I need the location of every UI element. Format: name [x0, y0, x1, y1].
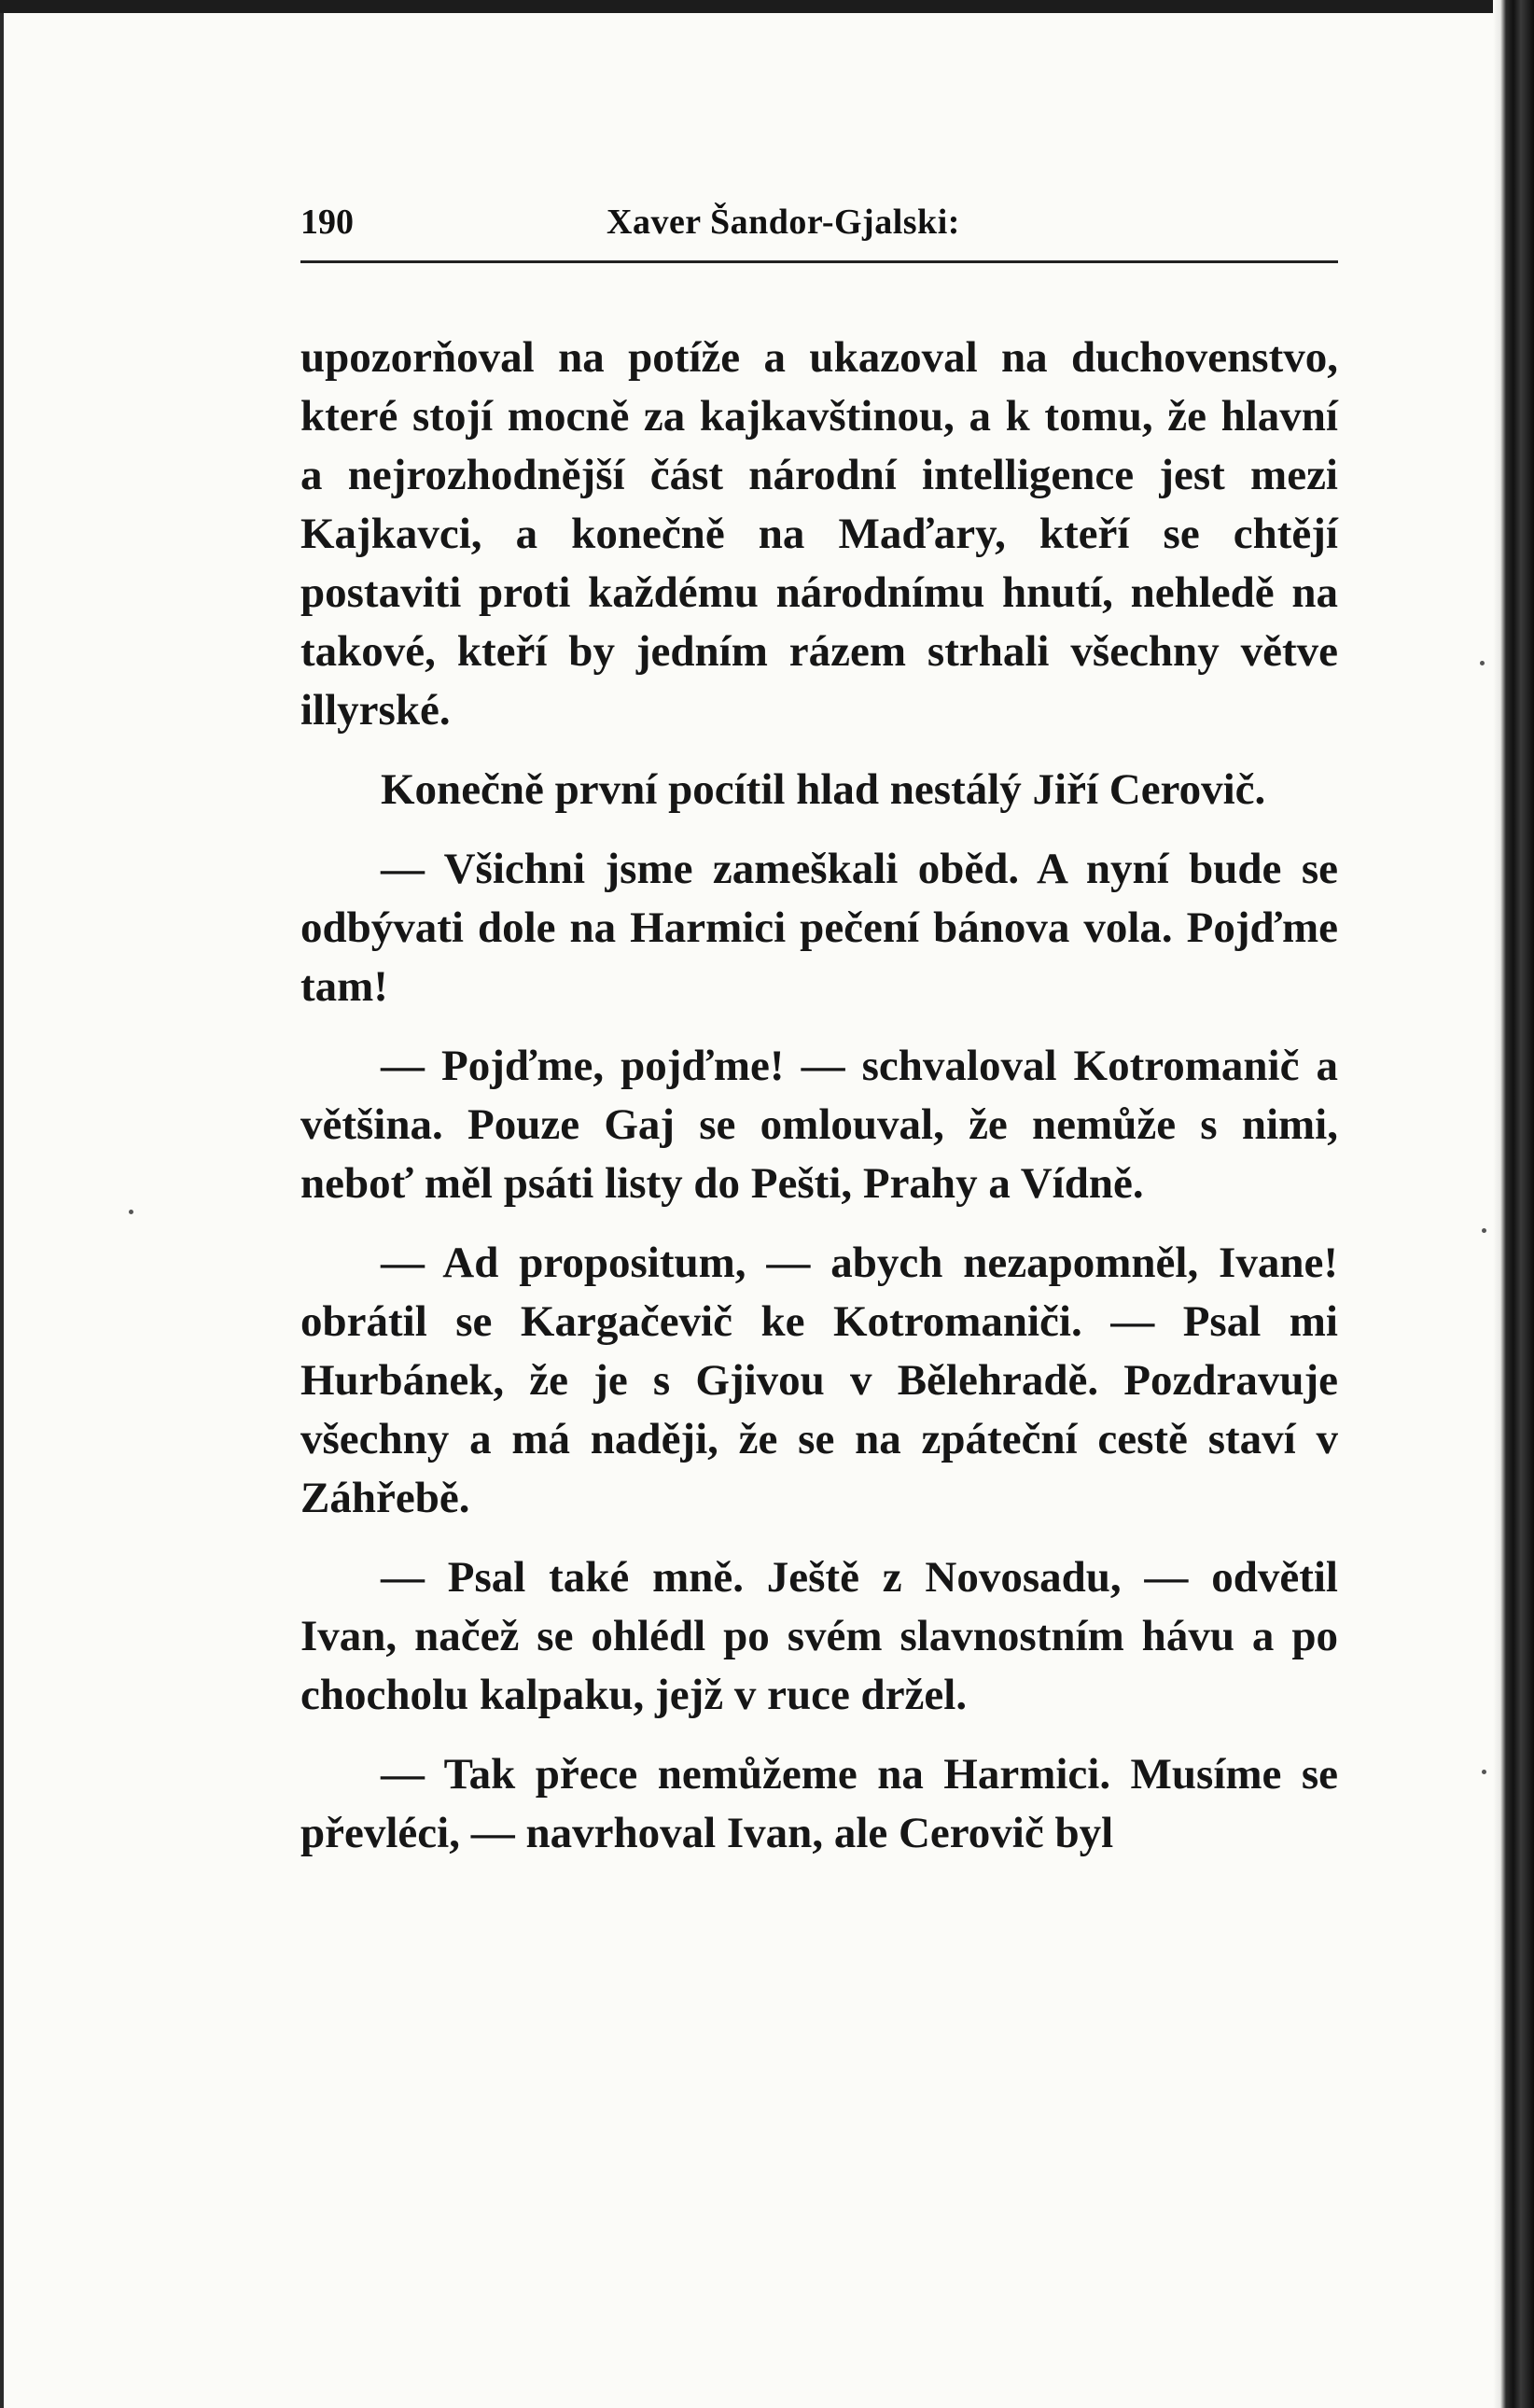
scan-right-edge — [1493, 0, 1534, 2408]
paragraph-dialogue: — Psal také mně. Ještě z Novosadu, — odvětil Ivan, načež se ohlédl po svém slavnostním hávu a po chocholu kalpaku, jejž v ruce držel. — [300, 1553, 1338, 1719]
running-title: Xaver Šandor-Gjalski: — [607, 203, 960, 242]
scan-speck — [129, 1210, 133, 1214]
scan-top-edge — [0, 0, 1534, 13]
page-number: 190 — [300, 203, 354, 242]
paragraph: Konečně první pocítil hlad nestálý Jiří Cerovič. — [381, 765, 1266, 814]
scan-speck — [1482, 1228, 1486, 1233]
paragraph-dialogue: — Pojďme, pojďme! — schvaloval Kotromanič a většina. Pouze Gaj se omlouval, že nemůže s nimi, neboť měl psáti listy do Pešti, Prahy a Vídně. — [300, 1042, 1338, 1208]
page-header — [300, 192, 1338, 248]
paragraph-dialogue: — Tak přece nemůžeme na Harmici. Musíme se převléci, — navrhoval Ivan, ale Cerovič byl — [300, 1750, 1338, 1857]
paragraph-dialogue: — Ad propositum, — abych nezapomněl, Ivane! obrátil se Kargačevič ke Kotromaniči. — Psal mi Hurbánek, že je s Gjivou v Bělehradě. Pozdravuje všechny a má naději, že se na zpáteční cestě staví v Záhřebě. — [300, 1239, 1338, 1522]
paragraph-continued: upozorňoval na potíže a ukazoval na duchovenstvo, které stojí mocně za kajkavštinou, a k tomu, že hlavní a nejrozhodnější část národní intelligence jest mezi Kajkavci, a konečně na Maďary, kteří se chtějí postaviti proti každému národnímu hnutí, nehledě na takové, kteří by jedním rázem strhali všechny větve illyrské. — [300, 333, 1338, 735]
scan-speck — [1482, 1770, 1486, 1774]
paragraph-dialogue: — Všichni jsme zameškali oběd. A nyní bude se odbývati dole na Harmici pečení bánova vola. Pojďme tam! — [300, 845, 1338, 1011]
scan-speck — [1480, 661, 1485, 665]
header-rule — [300, 260, 1338, 263]
body-text — [300, 329, 1338, 1883]
